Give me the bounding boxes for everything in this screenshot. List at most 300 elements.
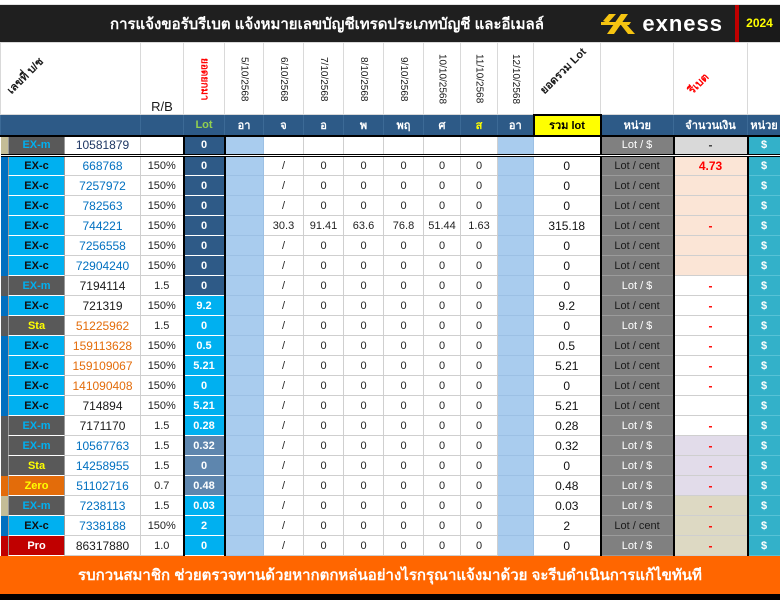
sunday-cell[interactable]	[498, 456, 534, 476]
day-lot-cell[interactable]: 0	[461, 516, 498, 536]
rebate-amount-cell[interactable]	[674, 236, 748, 256]
account-type-cell[interactable]: EX-m	[9, 276, 65, 296]
account-type-cell[interactable]: EX-c	[9, 176, 65, 196]
account-number-cell[interactable]: 72904240	[65, 256, 141, 276]
sunday-cell[interactable]	[498, 236, 534, 256]
carry-lot-cell[interactable]: 0.28	[184, 416, 225, 436]
unit-cell[interactable]: Lot / $	[601, 536, 674, 556]
sunday-cell[interactable]	[225, 376, 264, 396]
rb-cell[interactable]: 150%	[141, 156, 184, 176]
day-lot-cell[interactable]: 1.63	[461, 216, 498, 236]
day-lot-cell[interactable]: 0	[384, 296, 424, 316]
day-lot-cell[interactable]: 0	[344, 336, 384, 356]
day-lot-cell[interactable]	[424, 136, 461, 156]
currency-cell[interactable]: $	[748, 216, 780, 236]
sunday-cell[interactable]	[225, 476, 264, 496]
currency-cell[interactable]: $	[748, 256, 780, 276]
rebate-amount-cell[interactable]: -	[674, 476, 748, 496]
carry-lot-cell[interactable]: 0	[184, 256, 225, 276]
day-lot-cell[interactable]: 0	[344, 236, 384, 256]
day-lot-cell[interactable]: 0	[344, 296, 384, 316]
sunday-cell[interactable]	[498, 156, 534, 176]
rebate-amount-cell[interactable]: -	[674, 216, 748, 236]
day-lot-cell[interactable]: 0	[384, 196, 424, 216]
account-type-cell[interactable]: Sta	[9, 456, 65, 476]
rb-cell[interactable]: 150%	[141, 176, 184, 196]
total-lot-cell[interactable]: 2	[534, 516, 601, 536]
rb-cell[interactable]: 1.5	[141, 416, 184, 436]
account-number-cell[interactable]: 10581879	[65, 136, 141, 156]
day-lot-cell[interactable]: 0	[384, 256, 424, 276]
sunday-cell[interactable]	[225, 516, 264, 536]
unit-cell[interactable]: Lot / cent	[601, 196, 674, 216]
sunday-cell[interactable]	[498, 396, 534, 416]
day-lot-cell[interactable]: 0	[344, 196, 384, 216]
day-lot-cell[interactable]: 0	[304, 436, 344, 456]
day-lot-cell[interactable]: 0	[344, 356, 384, 376]
account-type-cell[interactable]: EX-c	[9, 256, 65, 276]
account-number-cell[interactable]: 14258955	[65, 456, 141, 476]
total-lot-cell[interactable]: 0	[534, 176, 601, 196]
carry-lot-cell[interactable]: 0	[184, 196, 225, 216]
day-lot-cell[interactable]: 63.6	[344, 216, 384, 236]
unit-cell[interactable]: Lot / $	[601, 416, 674, 436]
sunday-cell[interactable]	[498, 416, 534, 436]
day-lot-cell[interactable]: 0	[344, 516, 384, 536]
day-lot-cell[interactable]: 0	[344, 456, 384, 476]
day-lot-cell[interactable]: 0	[304, 376, 344, 396]
currency-cell[interactable]: $	[748, 456, 780, 476]
account-type-cell[interactable]: EX-c	[9, 336, 65, 356]
unit-cell[interactable]: Lot / $	[601, 136, 674, 156]
day-lot-cell[interactable]: 0	[461, 456, 498, 476]
rb-cell[interactable]: 150%	[141, 216, 184, 236]
day-lot-cell[interactable]: 0	[384, 356, 424, 376]
day-lot-cell[interactable]: 0	[461, 176, 498, 196]
account-type-cell[interactable]: EX-c	[9, 516, 65, 536]
total-lot-cell[interactable]: 0	[534, 156, 601, 176]
unit-cell[interactable]: Lot / cent	[601, 216, 674, 236]
sunday-cell[interactable]	[498, 296, 534, 316]
day-lot-cell[interactable]: 0	[304, 496, 344, 516]
day-lot-cell[interactable]: 0	[461, 336, 498, 356]
account-number-cell[interactable]: 714894	[65, 396, 141, 416]
day-lot-cell[interactable]: 0	[424, 416, 461, 436]
day-lot-cell[interactable]: 0	[344, 176, 384, 196]
rb-cell[interactable]: 150%	[141, 196, 184, 216]
account-number-cell[interactable]: 159113628	[65, 336, 141, 356]
sunday-cell[interactable]	[498, 536, 534, 556]
unit-cell[interactable]: Lot / cent	[601, 236, 674, 256]
carry-lot-cell[interactable]: 2	[184, 516, 225, 536]
account-type-cell[interactable]: EX-c	[9, 216, 65, 236]
account-type-cell[interactable]: EX-c	[9, 236, 65, 256]
total-lot-cell[interactable]: 0	[534, 236, 601, 256]
rb-cell[interactable]: 150%	[141, 356, 184, 376]
account-type-cell[interactable]: EX-m	[9, 416, 65, 436]
currency-cell[interactable]: $	[748, 296, 780, 316]
day-lot-cell[interactable]: 0	[461, 316, 498, 336]
total-lot-cell[interactable]: 315.18	[534, 216, 601, 236]
day-lot-cell[interactable]: 0	[424, 516, 461, 536]
day-lot-cell[interactable]: 0	[424, 196, 461, 216]
sunday-cell[interactable]	[225, 136, 264, 156]
rb-cell[interactable]: 0.7	[141, 476, 184, 496]
sunday-cell[interactable]	[225, 316, 264, 336]
total-lot-cell[interactable]: 0.5	[534, 336, 601, 356]
day-lot-cell[interactable]: 0	[384, 276, 424, 296]
unit-cell[interactable]: Lot / $	[601, 436, 674, 456]
day-lot-cell[interactable]: 0	[304, 316, 344, 336]
day-lot-cell[interactable]: 0	[304, 416, 344, 436]
total-lot-cell[interactable]: 5.21	[534, 396, 601, 416]
rebate-amount-cell[interactable]: -	[674, 436, 748, 456]
day-lot-cell[interactable]: /	[264, 256, 304, 276]
day-lot-cell[interactable]: 0	[304, 476, 344, 496]
total-lot-cell[interactable]: 0	[534, 536, 601, 556]
account-type-cell[interactable]: EX-m	[9, 496, 65, 516]
day-lot-cell[interactable]: 0	[344, 416, 384, 436]
account-number-cell[interactable]: 7171170	[65, 416, 141, 436]
sunday-cell[interactable]	[498, 436, 534, 456]
rb-cell[interactable]: 150%	[141, 256, 184, 276]
day-lot-cell[interactable]: 0	[304, 536, 344, 556]
day-lot-cell[interactable]: /	[264, 336, 304, 356]
day-lot-cell[interactable]: 0	[384, 376, 424, 396]
rb-cell[interactable]: 150%	[141, 516, 184, 536]
carry-lot-cell[interactable]: 0	[184, 316, 225, 336]
day-lot-cell[interactable]: 0	[424, 476, 461, 496]
unit-cell[interactable]: Lot / $	[601, 276, 674, 296]
carry-lot-cell[interactable]: 5.21	[184, 396, 225, 416]
sunday-cell[interactable]	[225, 176, 264, 196]
sunday-cell[interactable]	[498, 256, 534, 276]
day-lot-cell[interactable]	[264, 136, 304, 156]
currency-cell[interactable]: $	[748, 176, 780, 196]
day-lot-cell[interactable]: 0	[424, 536, 461, 556]
day-lot-cell[interactable]	[461, 136, 498, 156]
sunday-cell[interactable]	[225, 256, 264, 276]
unit-cell[interactable]: Lot / $	[601, 316, 674, 336]
day-lot-cell[interactable]: /	[264, 396, 304, 416]
rb-cell[interactable]: 1.5	[141, 276, 184, 296]
rb-cell[interactable]: 1.5	[141, 316, 184, 336]
day-lot-cell[interactable]: 0	[384, 176, 424, 196]
day-lot-cell[interactable]: /	[264, 316, 304, 336]
day-lot-cell[interactable]	[344, 136, 384, 156]
rebate-amount-cell[interactable]	[674, 256, 748, 276]
day-lot-cell[interactable]: 0	[344, 496, 384, 516]
sunday-cell[interactable]	[225, 436, 264, 456]
total-lot-cell[interactable]: 0	[534, 256, 601, 276]
sunday-cell[interactable]	[498, 336, 534, 356]
carry-lot-cell[interactable]: 0	[184, 236, 225, 256]
account-type-cell[interactable]: EX-m	[9, 136, 65, 156]
account-number-cell[interactable]: 7257972	[65, 176, 141, 196]
day-lot-cell[interactable]: 0	[461, 236, 498, 256]
total-lot-cell[interactable]: 0.32	[534, 436, 601, 456]
currency-cell[interactable]: $	[748, 416, 780, 436]
total-lot-cell[interactable]: 0	[534, 376, 601, 396]
rb-cell[interactable]: 150%	[141, 336, 184, 356]
day-lot-cell[interactable]: /	[264, 436, 304, 456]
carry-lot-cell[interactable]: 0.48	[184, 476, 225, 496]
account-number-cell[interactable]: 721319	[65, 296, 141, 316]
day-lot-cell[interactable]: 0	[424, 336, 461, 356]
currency-cell[interactable]: $	[748, 516, 780, 536]
unit-cell[interactable]: Lot / cent	[601, 396, 674, 416]
account-type-cell[interactable]: EX-c	[9, 196, 65, 216]
day-lot-cell[interactable]: 0	[384, 536, 424, 556]
account-number-cell[interactable]: 744221	[65, 216, 141, 236]
day-lot-cell[interactable]: 0	[461, 296, 498, 316]
rb-cell[interactable]: 150%	[141, 396, 184, 416]
day-lot-cell[interactable]: /	[264, 476, 304, 496]
rb-cell[interactable]: 1.5	[141, 456, 184, 476]
rebate-amount-cell[interactable]: -	[674, 296, 748, 316]
day-lot-cell[interactable]: 0	[304, 516, 344, 536]
currency-cell[interactable]: $	[748, 156, 780, 176]
day-lot-cell[interactable]: 0	[344, 476, 384, 496]
account-type-cell[interactable]: Sta	[9, 316, 65, 336]
day-lot-cell[interactable]: /	[264, 356, 304, 376]
unit-cell[interactable]: Lot / cent	[601, 296, 674, 316]
rebate-amount-cell[interactable]: -	[674, 536, 748, 556]
day-lot-cell[interactable]: 0	[424, 236, 461, 256]
total-lot-cell[interactable]: 0	[534, 276, 601, 296]
unit-cell[interactable]: Lot / cent	[601, 376, 674, 396]
account-number-cell[interactable]: 51225962	[65, 316, 141, 336]
day-lot-cell[interactable]: 0	[304, 396, 344, 416]
day-lot-cell[interactable]: 0	[424, 396, 461, 416]
day-lot-cell[interactable]: 0	[384, 316, 424, 336]
carry-lot-cell[interactable]: 9.2	[184, 296, 225, 316]
day-lot-cell[interactable]: 0	[424, 496, 461, 516]
account-number-cell[interactable]: 86317880	[65, 536, 141, 556]
day-lot-cell[interactable]: 0	[461, 156, 498, 176]
day-lot-cell[interactable]: /	[264, 516, 304, 536]
carry-lot-cell[interactable]: 0	[184, 536, 225, 556]
unit-cell[interactable]: Lot / cent	[601, 516, 674, 536]
rebate-amount-cell[interactable]: -	[674, 516, 748, 536]
day-lot-cell[interactable]: 0	[304, 256, 344, 276]
account-number-cell[interactable]: 7238113	[65, 496, 141, 516]
day-lot-cell[interactable]: 0	[461, 196, 498, 216]
day-lot-cell[interactable]: 0	[461, 496, 498, 516]
sunday-cell[interactable]	[225, 396, 264, 416]
day-lot-cell[interactable]: 0	[424, 436, 461, 456]
rebate-amount-cell[interactable]: -	[674, 416, 748, 436]
day-lot-cell[interactable]: 51.44	[424, 216, 461, 236]
total-lot-cell[interactable]: 0.03	[534, 496, 601, 516]
day-lot-cell[interactable]: 0	[461, 356, 498, 376]
unit-cell[interactable]: Lot / $	[601, 476, 674, 496]
day-lot-cell[interactable]	[304, 136, 344, 156]
currency-cell[interactable]: $	[748, 136, 780, 156]
day-lot-cell[interactable]: 0	[424, 156, 461, 176]
carry-lot-cell[interactable]: 0.5	[184, 336, 225, 356]
rb-cell[interactable]: 150%	[141, 296, 184, 316]
account-type-cell[interactable]: Pro	[9, 536, 65, 556]
day-lot-cell[interactable]: /	[264, 236, 304, 256]
sunday-cell[interactable]	[498, 516, 534, 536]
day-lot-cell[interactable]: 0	[384, 456, 424, 476]
day-lot-cell[interactable]: 76.8	[384, 216, 424, 236]
day-lot-cell[interactable]: /	[264, 496, 304, 516]
account-type-cell[interactable]: EX-m	[9, 436, 65, 456]
day-lot-cell[interactable]: 0	[461, 436, 498, 456]
carry-lot-cell[interactable]: 0	[184, 376, 225, 396]
account-number-cell[interactable]: 7338188	[65, 516, 141, 536]
total-lot-cell[interactable]: 9.2	[534, 296, 601, 316]
day-lot-cell[interactable]: 0	[384, 496, 424, 516]
currency-cell[interactable]: $	[748, 376, 780, 396]
day-lot-cell[interactable]: 0	[461, 536, 498, 556]
rebate-amount-cell[interactable]: -	[674, 276, 748, 296]
day-lot-cell[interactable]: 0	[344, 156, 384, 176]
day-lot-cell[interactable]	[384, 136, 424, 156]
rebate-amount-cell[interactable]: -	[674, 376, 748, 396]
account-type-cell[interactable]: EX-c	[9, 296, 65, 316]
account-number-cell[interactable]: 51102716	[65, 476, 141, 496]
day-lot-cell[interactable]: 0	[424, 356, 461, 376]
total-lot-cell[interactable]: 5.21	[534, 356, 601, 376]
account-number-cell[interactable]: 10567763	[65, 436, 141, 456]
rb-cell[interactable]: 1.5	[141, 496, 184, 516]
sunday-cell[interactable]	[498, 376, 534, 396]
day-lot-cell[interactable]: 0	[384, 416, 424, 436]
account-number-cell[interactable]: 7256558	[65, 236, 141, 256]
account-number-cell[interactable]: 159109067	[65, 356, 141, 376]
day-lot-cell[interactable]: 0	[461, 396, 498, 416]
day-lot-cell[interactable]: 0	[304, 276, 344, 296]
carry-lot-cell[interactable]: 0	[184, 276, 225, 296]
account-number-cell[interactable]: 782563	[65, 196, 141, 216]
account-number-cell[interactable]: 7194114	[65, 276, 141, 296]
rb-cell[interactable]	[141, 136, 184, 156]
day-lot-cell[interactable]: /	[264, 416, 304, 436]
day-lot-cell[interactable]: 0	[384, 436, 424, 456]
currency-cell[interactable]: $	[748, 396, 780, 416]
sunday-cell[interactable]	[225, 456, 264, 476]
currency-cell[interactable]: $	[748, 276, 780, 296]
unit-cell[interactable]: Lot / $	[601, 496, 674, 516]
day-lot-cell[interactable]: 0	[344, 316, 384, 336]
rebate-amount-cell[interactable]: -	[674, 136, 748, 156]
currency-cell[interactable]: $	[748, 336, 780, 356]
sunday-cell[interactable]	[225, 416, 264, 436]
rb-cell[interactable]: 1.5	[141, 436, 184, 456]
sunday-cell[interactable]	[225, 356, 264, 376]
carry-lot-cell[interactable]: 0.32	[184, 436, 225, 456]
currency-cell[interactable]: $	[748, 316, 780, 336]
currency-cell[interactable]: $	[748, 536, 780, 556]
unit-cell[interactable]: Lot / $	[601, 456, 674, 476]
rb-cell[interactable]: 150%	[141, 376, 184, 396]
currency-cell[interactable]: $	[748, 196, 780, 216]
day-lot-cell[interactable]: 0	[461, 276, 498, 296]
total-lot-cell[interactable]	[534, 136, 601, 156]
rebate-amount-cell[interactable]: 4.73	[674, 156, 748, 176]
rebate-amount-cell[interactable]: -	[674, 316, 748, 336]
sunday-cell[interactable]	[225, 296, 264, 316]
sunday-cell[interactable]	[225, 196, 264, 216]
day-lot-cell[interactable]: /	[264, 176, 304, 196]
currency-cell[interactable]: $	[748, 496, 780, 516]
sunday-cell[interactable]	[498, 316, 534, 336]
carry-lot-cell[interactable]: 5.21	[184, 356, 225, 376]
currency-cell[interactable]: $	[748, 356, 780, 376]
currency-cell[interactable]: $	[748, 236, 780, 256]
account-type-cell[interactable]: EX-c	[9, 396, 65, 416]
carry-lot-cell[interactable]: 0	[184, 156, 225, 176]
day-lot-cell[interactable]: 0	[344, 396, 384, 416]
sunday-cell[interactable]	[225, 156, 264, 176]
carry-lot-cell[interactable]: 0	[184, 216, 225, 236]
day-lot-cell[interactable]: 0	[384, 476, 424, 496]
total-lot-cell[interactable]: 0	[534, 316, 601, 336]
day-lot-cell[interactable]: 0	[461, 416, 498, 436]
rebate-amount-cell[interactable]: -	[674, 356, 748, 376]
sunday-cell[interactable]	[498, 356, 534, 376]
unit-cell[interactable]: Lot / cent	[601, 336, 674, 356]
sunday-cell[interactable]	[498, 496, 534, 516]
unit-cell[interactable]: Lot / cent	[601, 176, 674, 196]
day-lot-cell[interactable]: 0	[304, 196, 344, 216]
account-type-cell[interactable]: EX-c	[9, 156, 65, 176]
sunday-cell[interactable]	[498, 196, 534, 216]
day-lot-cell[interactable]: /	[264, 536, 304, 556]
rebate-amount-cell[interactable]	[674, 196, 748, 216]
sunday-cell[interactable]	[498, 476, 534, 496]
account-type-cell[interactable]: EX-c	[9, 356, 65, 376]
unit-cell[interactable]: Lot / cent	[601, 356, 674, 376]
day-lot-cell[interactable]: 0	[304, 236, 344, 256]
day-lot-cell[interactable]: 0	[384, 396, 424, 416]
account-number-cell[interactable]: 141090408	[65, 376, 141, 396]
currency-cell[interactable]: $	[748, 476, 780, 496]
sunday-cell[interactable]	[498, 216, 534, 236]
sunday-cell[interactable]	[225, 276, 264, 296]
day-lot-cell[interactable]: /	[264, 376, 304, 396]
day-lot-cell[interactable]: 0	[461, 476, 498, 496]
rebate-amount-cell[interactable]: -	[674, 456, 748, 476]
day-lot-cell[interactable]: 0	[424, 296, 461, 316]
day-lot-cell[interactable]: 0	[424, 316, 461, 336]
sunday-cell[interactable]	[225, 236, 264, 256]
rebate-amount-cell[interactable]: -	[674, 496, 748, 516]
day-lot-cell[interactable]: 0	[344, 536, 384, 556]
day-lot-cell[interactable]: /	[264, 296, 304, 316]
carry-lot-cell[interactable]: 0	[184, 176, 225, 196]
sunday-cell[interactable]	[225, 216, 264, 236]
day-lot-cell[interactable]: 0	[304, 156, 344, 176]
day-lot-cell[interactable]: 30.3	[264, 216, 304, 236]
total-lot-cell[interactable]: 0.28	[534, 416, 601, 436]
day-lot-cell[interactable]: /	[264, 276, 304, 296]
day-lot-cell[interactable]: 0	[424, 276, 461, 296]
rebate-amount-cell[interactable]: -	[674, 336, 748, 356]
day-lot-cell[interactable]: 0	[384, 156, 424, 176]
rebate-amount-cell[interactable]	[674, 396, 748, 416]
day-lot-cell[interactable]: /	[264, 456, 304, 476]
day-lot-cell[interactable]: 0	[344, 376, 384, 396]
carry-lot-cell[interactable]: 0	[184, 456, 225, 476]
day-lot-cell[interactable]: 0	[461, 256, 498, 276]
day-lot-cell[interactable]: /	[264, 196, 304, 216]
total-lot-cell[interactable]: 0.48	[534, 476, 601, 496]
day-lot-cell[interactable]: 0	[304, 176, 344, 196]
